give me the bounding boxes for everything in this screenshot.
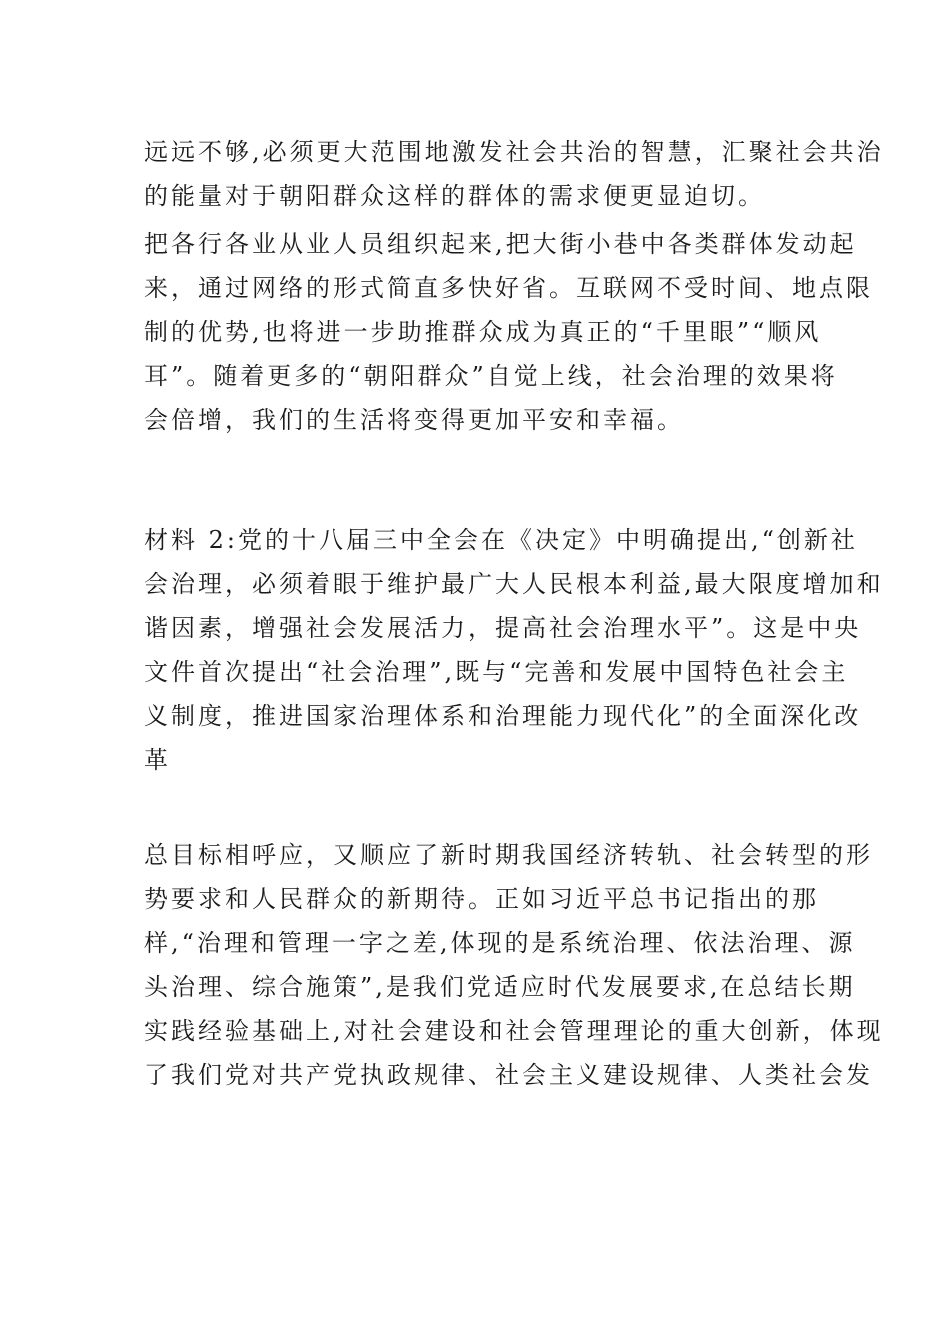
- text-line: 义制度，推进国家治理体系和治理能力现代化”的全面深化改: [144, 702, 862, 730]
- paragraph-2: [144, 222, 873, 442]
- text-line: 的能量对于朝阳群众这样的群体的需求便更显迫切。: [144, 182, 765, 210]
- text-line: 谐因素，增强社会发展活力，提高社会治理水平”。这是中央: [144, 614, 862, 642]
- paragraph-4: [144, 833, 884, 1097]
- paragraph-3: [144, 518, 884, 782]
- text-line: 远远不够,必须更大范围地激发社会共治的智慧，汇聚社会共治: [144, 138, 884, 166]
- text-line: 势要求和人民群众的新期待。正如习近平总书记指出的那: [144, 885, 819, 913]
- text-line: 会倍增，我们的生活将变得更加平安和幸福。: [144, 406, 684, 434]
- text-line: 材料 2:党的十八届三中全会在《决定》中明确提出,“创新社: [144, 526, 858, 554]
- text-line: 耳”。随着更多的“朝阳群众”自觉上线，社会治理的效果将: [144, 362, 838, 390]
- text-line: 样,“治理和管理一字之差,体现的是系统治理、依法治理、源: [144, 929, 856, 957]
- text-line: 制的优势,也将进一步助推群众成为真正的“千里眼”“顺风: [144, 318, 822, 346]
- text-line: 文件首次提出“社会治理”,既与“完善和发展中国特色社会主: [144, 658, 849, 686]
- paragraph-1: [144, 130, 884, 218]
- text-line: 实践经验基础上,对社会建设和社会管理理论的重大创新，体现: [144, 1017, 884, 1045]
- text-line: 会治理，必须着眼于维护最广大人民根本利益,最大限度增加和: [144, 570, 884, 598]
- text-line: 把各行各业从业人员组织起来,把大街小巷中各类群体发动起: [144, 230, 857, 258]
- text-line: 了我们党对共产党执政规律、社会主义建设规律、人类社会发: [144, 1061, 873, 1089]
- text-line: 头治理、综合施策”,是我们党适应时代发展要求,在总结长期: [144, 973, 856, 1001]
- text-line: 总目标相呼应，又顺应了新时期我国经济转轨、社会转型的形: [144, 841, 873, 869]
- text-line: 革: [144, 746, 171, 774]
- text-line: 来，通过网络的形式简直多快好省。互联网不受时间、地点限: [144, 274, 873, 302]
